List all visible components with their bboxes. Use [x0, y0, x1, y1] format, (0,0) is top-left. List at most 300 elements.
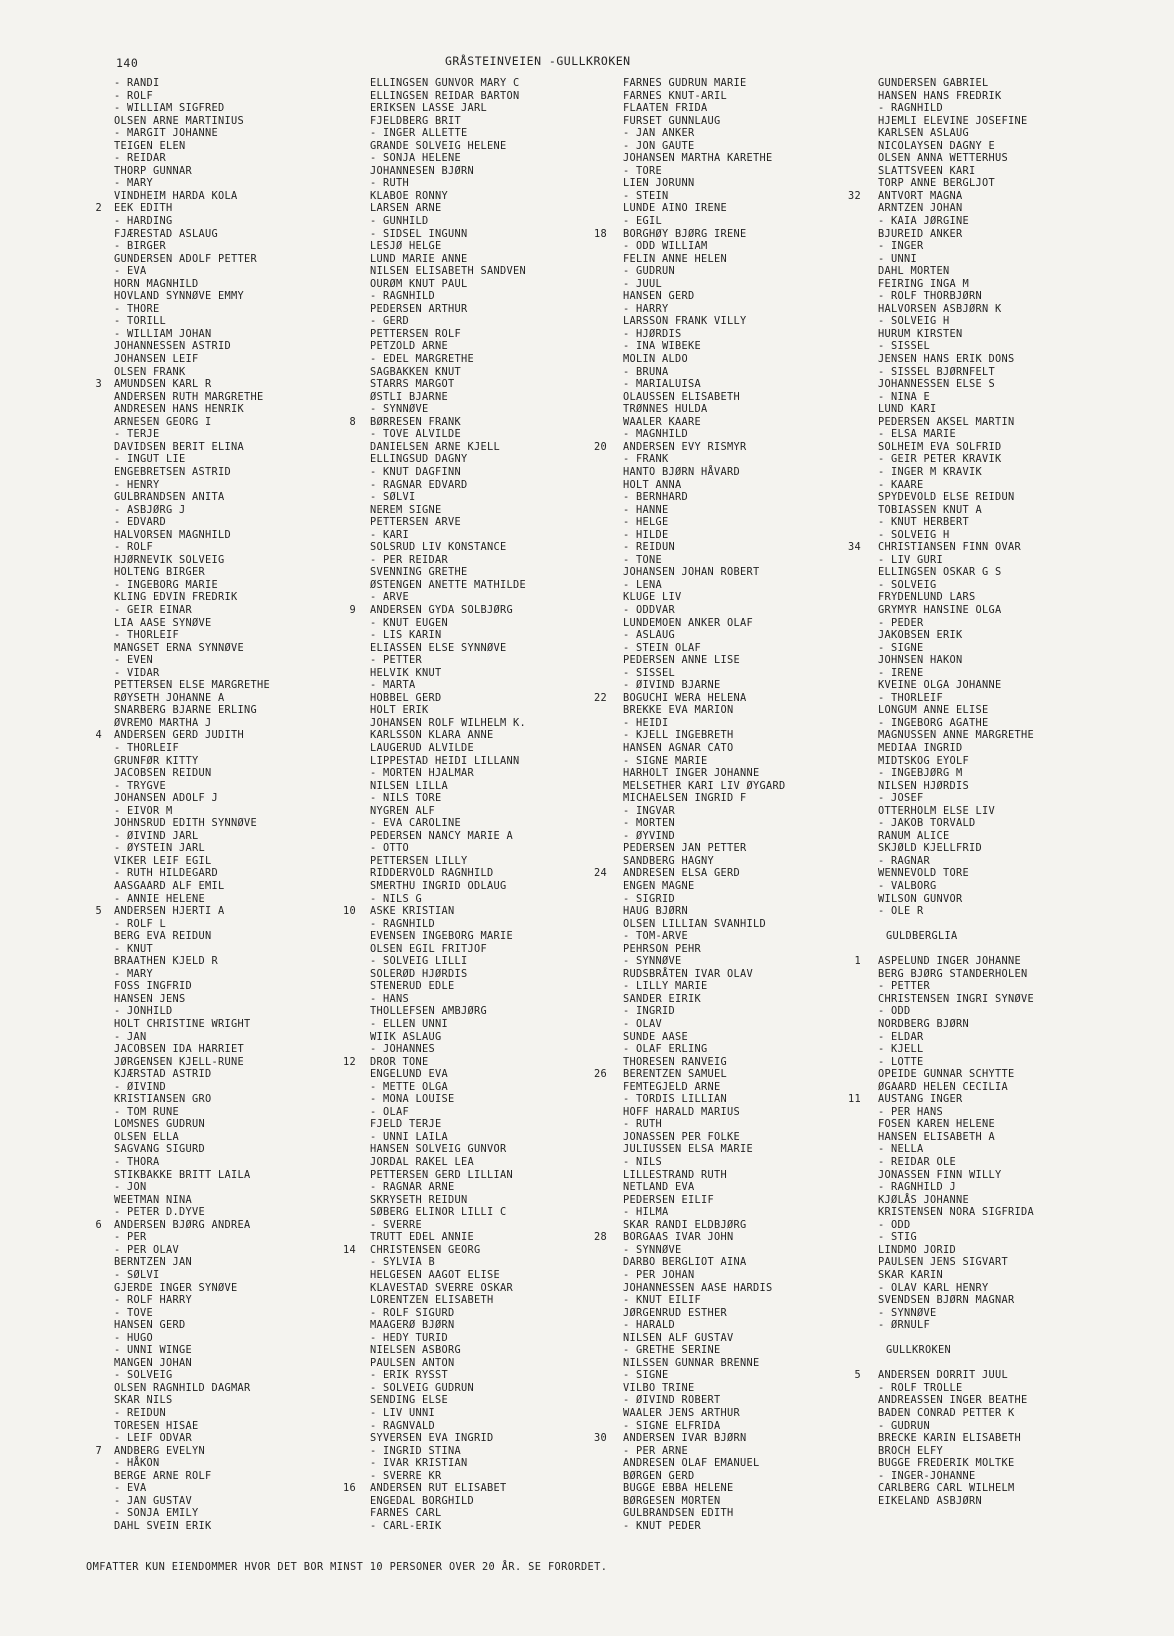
resident-name: SOLHEIM EVA SOLFRID: [878, 440, 1002, 453]
resident-row: [95, 378, 270, 391]
resident-row: [114, 1093, 270, 1106]
resident-name: ENGELUND EVA: [370, 1068, 448, 1081]
resident-row: [114, 1005, 270, 1018]
resident-name: BERENTZEN SAMUEL: [623, 1068, 727, 1081]
resident-name: OLAUSSEN ELISABETH: [623, 390, 740, 403]
resident-name: JOHANNESSEN ASTRID: [114, 340, 231, 353]
resident-row: [623, 1445, 785, 1458]
resident-name: - ROLF THORBJØRN: [878, 290, 982, 303]
resident-row: [623, 554, 785, 567]
resident-row: [114, 1244, 270, 1257]
resident-row: [623, 1018, 785, 1031]
resident-name: - NILS G: [370, 892, 422, 905]
resident-name: HORN MAGNHILD: [114, 277, 199, 290]
resident-name: KARLSEN ASLAUG: [878, 127, 969, 140]
resident-name: PEDERSEN NANCY MARIE A: [370, 829, 513, 842]
resident-row: [370, 1194, 526, 1207]
resident-name: MEDIAA INGRID: [878, 741, 963, 754]
resident-row: [878, 755, 1034, 768]
resident-row: [114, 1068, 270, 1081]
resident-row: [370, 955, 526, 968]
resident-row: [370, 1181, 526, 1194]
resident-row: [370, 1294, 526, 1307]
resident-row: [370, 980, 526, 993]
resident-name: - INGER: [878, 240, 924, 253]
resident-row: [878, 1118, 1034, 1131]
resident-row: [370, 767, 526, 780]
resident-name: ENGEDAL BORGHILD: [370, 1494, 474, 1507]
resident-name: - SØLVI: [370, 491, 416, 504]
resident-name: - LEIF ODVAR: [114, 1432, 192, 1445]
resident-name: - GERD: [370, 315, 409, 328]
resident-name: BERGE ARNE ROLF: [114, 1469, 212, 1482]
resident-row: [114, 1520, 270, 1533]
resident-row: [878, 842, 1034, 855]
house-number: 32: [848, 189, 861, 202]
resident-name: LESJØ HELGE: [370, 240, 442, 253]
resident-row: [623, 805, 785, 818]
resident-name: SVENDSEN BJØRN MAGNAR: [878, 1294, 1015, 1307]
resident-row: [623, 566, 785, 579]
resident-row: [370, 403, 526, 416]
resident-name: SANDBERG HAGNY: [623, 854, 714, 867]
resident-name: LAUGERUD ALVILDE: [370, 741, 474, 754]
resident-row: [370, 428, 526, 441]
resident-row: [114, 228, 270, 241]
resident-name: GUNDERSEN ADOLF PETTER: [114, 252, 257, 265]
resident-name: - RAGNAR ARNE: [370, 1181, 455, 1194]
resident-name: BUGGE EBBA HELENE: [623, 1482, 734, 1495]
resident-name: HANSEN JENS: [114, 992, 186, 1005]
resident-row: [370, 228, 526, 241]
resident-row: [878, 529, 1034, 542]
resident-name: - ØYVIND: [623, 829, 675, 842]
resident-row: [623, 1194, 785, 1207]
resident-name: JØRGENSEN KJELL-RUNE: [114, 1055, 244, 1068]
resident-name: KARLSSON KLARA ANNE: [370, 729, 494, 742]
resident-row: [594, 1432, 785, 1445]
resident-row: [370, 1470, 526, 1483]
resident-name: - EDVARD: [114, 516, 166, 529]
resident-name: PAULSEN ANTON: [370, 1356, 455, 1369]
resident-name: - TORILL: [114, 315, 166, 328]
resident-row: [114, 1382, 270, 1395]
resident-row: [878, 328, 1034, 341]
resident-name: - LIS KARIN: [370, 629, 442, 642]
resident-name: KLABOE RONNY: [370, 189, 448, 202]
resident-name: KRISTENSEN NORA SIGFRIDA: [878, 1206, 1034, 1219]
resident-row: [623, 842, 785, 855]
resident-row: [623, 1394, 785, 1407]
resident-name: AMUNDSEN KARL R: [114, 378, 212, 391]
resident-row: [623, 1256, 785, 1269]
resident-row: [623, 1056, 785, 1069]
resident-name: ELLINGSEN GUNVOR MARY C: [370, 77, 520, 89]
resident-name: DROR TONE: [370, 1055, 429, 1068]
resident-row: [623, 290, 785, 303]
resident-row: [370, 1420, 526, 1433]
resident-row: [878, 780, 1034, 793]
resident-name: - TORDIS LILLIAN: [623, 1093, 727, 1106]
resident-name: TRUTT EDEL ANNIE: [370, 1231, 474, 1244]
resident-name: - IRENE: [878, 666, 924, 679]
resident-name: MAGNUSSEN ANNE MARGRETHE: [878, 729, 1034, 742]
resident-name: - ROLF: [114, 89, 153, 102]
resident-row: [623, 642, 785, 655]
resident-row: [623, 479, 785, 492]
resident-row: [114, 780, 270, 793]
resident-row: [623, 717, 785, 730]
resident-row: [623, 315, 785, 328]
resident-row: [878, 1407, 1034, 1420]
resident-name: - OLAF: [370, 1105, 409, 1118]
resident-name: ANDREASSEN INGER BEATHE: [878, 1394, 1028, 1407]
resident-name: FURSET GUNNLAUG: [623, 114, 721, 127]
resident-row: [370, 115, 526, 128]
resident-row: [594, 1231, 785, 1244]
resident-row: [878, 830, 1034, 843]
resident-row: [878, 1043, 1034, 1056]
resident-row: [370, 353, 526, 366]
resident-row: [370, 366, 526, 379]
resident-name: - KNUT HERBERT: [878, 516, 969, 529]
resident-name: ANDERSEN HJERTI A: [114, 905, 225, 918]
resident-row: [623, 177, 785, 190]
resident-name: - EIVOR M: [114, 804, 173, 817]
resident-row: [623, 529, 785, 542]
resident-name: - SYNNØVE: [623, 955, 682, 968]
resident-row: [114, 742, 270, 755]
resident-name: WILSON GUNVOR: [878, 892, 963, 905]
resident-row: [114, 1482, 270, 1495]
resident-row: [370, 529, 526, 542]
resident-name: - SVERRE KR: [370, 1469, 442, 1482]
column-1: [95, 77, 270, 1532]
resident-row: [370, 516, 526, 529]
resident-row: [878, 692, 1034, 705]
resident-row: [370, 1282, 526, 1295]
resident-row: [114, 1470, 270, 1483]
resident-name: - PER JOHAN: [623, 1268, 695, 1281]
resident-name: - KNUT DAGFINN: [370, 465, 461, 478]
house-number: 9: [349, 603, 356, 616]
resident-row: [114, 453, 270, 466]
resident-row: [878, 1445, 1034, 1458]
resident-row: [623, 1131, 785, 1144]
resident-name: ANDERSEN IVAR BJØRN: [623, 1432, 747, 1445]
resident-name: - RAGNVALD: [370, 1419, 435, 1432]
resident-name: ELLINGSUD DAGNY: [370, 453, 468, 466]
resident-name: HOLT ANNA: [623, 478, 682, 491]
resident-name: - JON: [114, 1181, 147, 1194]
resident-row: [623, 617, 785, 630]
resident-name: - REIDUN: [114, 1406, 166, 1419]
resident-name: NILSEN HJØRDIS: [878, 779, 969, 792]
resident-row: [623, 1495, 785, 1508]
resident-name: ASPELUND INGER JOHANNE: [878, 955, 1021, 968]
resident-row: [878, 278, 1034, 291]
resident-name: BERG BJØRG STANDERHOLEN: [878, 967, 1028, 980]
resident-row: [623, 190, 785, 203]
resident-name: NILSEN ALF GUSTAV: [623, 1331, 734, 1344]
resident-name: - INGEBORG AGATHE: [878, 716, 989, 729]
resident-name: NETLAND EVA: [623, 1181, 695, 1194]
resident-name: - INGUT LIE: [114, 453, 186, 466]
resident-row: [623, 629, 785, 642]
resident-row: [370, 1169, 526, 1182]
resident-name: - EGIL: [623, 215, 662, 228]
resident-row: [114, 541, 270, 554]
resident-row: [623, 265, 785, 278]
resident-name: - TOVE ALVILDE: [370, 428, 461, 441]
resident-name: GULBRANDSEN EDITH: [623, 1507, 734, 1520]
resident-row: [878, 654, 1034, 667]
resident-row: [623, 1369, 785, 1382]
resident-name: - MARY: [114, 177, 153, 190]
resident-name: WAALER KAARE: [623, 415, 701, 428]
street-name: GULDBERGLIA: [886, 930, 958, 943]
resident-row: [878, 1244, 1034, 1257]
resident-row: [370, 441, 526, 454]
resident-row: [878, 1056, 1034, 1069]
resident-row: [878, 1269, 1034, 1282]
house-number: 20: [594, 440, 607, 453]
resident-name: MICHAELSEN INGRID F: [623, 792, 747, 805]
resident-name: SKRYSETH REIDUN: [370, 1193, 468, 1206]
resident-row: [114, 479, 270, 492]
resident-row: [623, 980, 785, 993]
resident-row: [878, 127, 1034, 140]
resident-row: [878, 215, 1034, 228]
resident-name: HJEMLI ELEVINE JOSEFINE: [878, 114, 1028, 127]
house-number: 34: [848, 541, 861, 554]
resident-name: LOMSNES GUDRUN: [114, 1118, 205, 1131]
resident-row: [623, 667, 785, 680]
resident-row: [370, 1382, 526, 1395]
resident-row: [114, 1169, 270, 1182]
resident-row: [878, 102, 1034, 115]
resident-name: CHRISTENSEN GEORG: [370, 1243, 481, 1256]
resident-row: [95, 1444, 270, 1458]
resident-name: PEHRSON PEHR: [623, 942, 701, 955]
resident-row: [878, 315, 1034, 328]
resident-name: - HEIDI: [623, 716, 669, 729]
resident-name: PETTERSEN ELSE MARGRETHE: [114, 679, 270, 692]
resident-name: - REIDAR OLE: [878, 1156, 956, 1169]
resident-row: [114, 980, 270, 993]
resident-name: SAGBAKKEN KNUT: [370, 365, 461, 378]
resident-row: [878, 303, 1034, 316]
resident-name: MANGEN JOHAN: [114, 1356, 192, 1369]
resident-row: [370, 654, 526, 667]
house-number: 26: [594, 1068, 607, 1081]
house-number: 7: [95, 1444, 102, 1457]
resident-name: - HANNE: [623, 503, 669, 516]
resident-row: [623, 1005, 785, 1018]
resident-name: - SØLVI: [114, 1268, 160, 1281]
resident-name: HANSEN GERD: [114, 1319, 186, 1332]
resident-name: BRAATHEN KJELD R: [114, 955, 218, 968]
resident-name: - KARI: [370, 528, 409, 541]
resident-row: [370, 190, 526, 203]
resident-row: [114, 1206, 270, 1219]
resident-row: [878, 880, 1034, 893]
resident-name: - PER ARNE: [623, 1444, 688, 1457]
resident-name: ELIASSEN ELSE SYNNØVE: [370, 641, 507, 654]
resident-row: [370, 541, 526, 554]
resident-row: [878, 265, 1034, 278]
resident-name: LONGUM ANNE ELISE: [878, 704, 989, 717]
resident-row: [114, 328, 270, 341]
resident-row: [878, 428, 1034, 441]
resident-row: [878, 1294, 1034, 1307]
resident-name: LIPPESTAD HEIDI LILLANN: [370, 754, 520, 767]
resident-name: PETTERSEN GERD LILLIAN: [370, 1168, 513, 1181]
resident-row: [114, 403, 270, 416]
resident-row: [114, 1357, 270, 1370]
resident-row: [878, 1156, 1034, 1169]
resident-name: CHRISTENSEN INGRI SYNØVE: [878, 992, 1034, 1005]
resident-name: - MARIALUISA: [623, 378, 701, 391]
resident-name: SVENNING GRETHE: [370, 566, 468, 579]
resident-name: - SONJA HELENE: [370, 152, 461, 165]
resident-name: DAHL SVEIN ERIK: [114, 1519, 212, 1532]
resident-name: SKAR NILS: [114, 1394, 173, 1407]
resident-name: ERIKSEN LASSE JARL: [370, 102, 487, 115]
resident-row: [114, 629, 270, 642]
resident-row: [878, 642, 1034, 655]
resident-name: - LILLY MARIE: [623, 980, 708, 993]
resident-name: LUNDE AINO IRENE: [623, 202, 727, 215]
resident-name: - OLAV: [623, 1018, 662, 1031]
house-number: 5: [95, 905, 102, 918]
resident-row: [878, 240, 1034, 253]
resident-name: - HANS: [370, 992, 409, 1005]
resident-row: [878, 1457, 1034, 1470]
resident-row: [878, 115, 1034, 128]
resident-row: [623, 366, 785, 379]
resident-row: [878, 968, 1034, 981]
resident-name: - SYNNØVE: [878, 1306, 937, 1319]
resident-name: ELLINGSEN OSKAR G S: [878, 566, 1002, 579]
footer-note: OMFATTER KUN EIENDOMMER HVOR DET BOR MINST 10 PERSONER OVER 20 ÅR. SE FORORDET.: [86, 1561, 608, 1573]
resident-row: [114, 1018, 270, 1031]
resident-name: ELLINGSEN REIDAR BARTON: [370, 89, 520, 102]
resident-row: [594, 867, 785, 880]
house-number: 1: [854, 955, 861, 968]
resident-row: [114, 253, 270, 266]
resident-row: [114, 428, 270, 441]
resident-name: GRANDE SOLVEIG HELENE: [370, 139, 507, 152]
resident-row: [623, 1282, 785, 1295]
resident-name: - UNNI: [878, 252, 917, 265]
resident-name: PETZOLD ARNE: [370, 340, 448, 353]
resident-row: [114, 1231, 270, 1244]
resident-name: - MAGNHILD: [623, 428, 688, 441]
resident-name: - JOHANNES: [370, 1043, 435, 1056]
resident-name: EIKELAND ASBJØRN: [878, 1494, 982, 1507]
resident-row: [370, 918, 526, 931]
resident-row: [878, 1018, 1034, 1031]
resident-row: [370, 867, 526, 880]
resident-row: [114, 366, 270, 379]
resident-name: - STEIN OLAF: [623, 641, 701, 654]
resident-name: ANTVORT MAGNA: [878, 189, 963, 202]
resident-row: [370, 215, 526, 228]
resident-row: [623, 115, 785, 128]
house-number: 14: [343, 1243, 356, 1256]
resident-row: [623, 1294, 785, 1307]
resident-name: - MORTEN: [623, 817, 675, 830]
resident-row: [623, 102, 785, 115]
resident-row: [114, 918, 270, 931]
resident-name: LUND MARIE ANNE: [370, 252, 468, 265]
resident-name: GRUNFØR KITTY: [114, 754, 199, 767]
resident-row: [343, 905, 526, 918]
resident-name: DANIELSEN ARNE KJELL: [370, 440, 500, 453]
resident-name: - VIDAR: [114, 666, 160, 679]
resident-name: - SYLVIA B: [370, 1256, 435, 1269]
resident-name: - INGRID STINA: [370, 1444, 461, 1457]
resident-name: ARNESEN GEORG I: [114, 415, 212, 428]
resident-row: [878, 228, 1034, 241]
resident-row: [114, 353, 270, 366]
resident-row: [623, 1143, 785, 1156]
resident-name: - SONJA EMILY: [114, 1507, 199, 1520]
resident-row: [623, 1332, 785, 1345]
resident-row: [114, 529, 270, 542]
resident-name: FJELD TERJE: [370, 1118, 442, 1131]
resident-name: BADEN CONRAD PETTER K: [878, 1406, 1015, 1419]
resident-row: [623, 215, 785, 228]
resident-name: - JONHILD: [114, 1005, 173, 1018]
resident-name: FJÆRESTAD ASLAUG: [114, 227, 218, 240]
resident-name: - MARY: [114, 967, 153, 980]
resident-name: STIKBAKKE BRITT LAILA: [114, 1168, 251, 1181]
resident-name: - GUDRUN: [623, 265, 675, 278]
resident-name: BERG EVA REIDUN: [114, 930, 212, 943]
column-3: [594, 77, 786, 1532]
resident-row: [370, 1520, 526, 1533]
resident-row: [370, 253, 526, 266]
resident-name: FLAATEN FRIDA: [623, 102, 708, 115]
resident-row: [878, 1432, 1034, 1445]
resident-row: [114, 177, 270, 190]
resident-name: HALVORSEN ASBJØRN K: [878, 302, 1002, 315]
resident-row: [114, 955, 270, 968]
resident-row: [370, 1206, 526, 1219]
resident-name: OLSEN RAGNHILD DAGMAR: [114, 1381, 251, 1394]
resident-name: - EVA CAROLINE: [370, 817, 461, 830]
resident-row: [623, 127, 785, 140]
resident-row: [114, 416, 270, 429]
resident-name: - HILDE: [623, 528, 669, 541]
resident-name: JOHANNESSEN AASE HARDIS: [623, 1281, 773, 1294]
resident-name: - STEIN: [623, 189, 669, 202]
resident-name: OPEIDE GUNNAR SCHYTTE: [878, 1068, 1015, 1081]
resident-row: [878, 1357, 1034, 1370]
resident-row: [370, 340, 526, 353]
resident-name: - JAN: [114, 1030, 147, 1043]
resident-name: - TRYGVE: [114, 779, 166, 792]
resident-row: [370, 1231, 526, 1244]
house-number: 5: [854, 1369, 861, 1382]
resident-row: [878, 855, 1034, 868]
resident-row: [114, 340, 270, 353]
resident-row: [878, 905, 1034, 918]
house-number: 30: [594, 1432, 607, 1445]
resident-name: - SISSEL: [623, 666, 675, 679]
